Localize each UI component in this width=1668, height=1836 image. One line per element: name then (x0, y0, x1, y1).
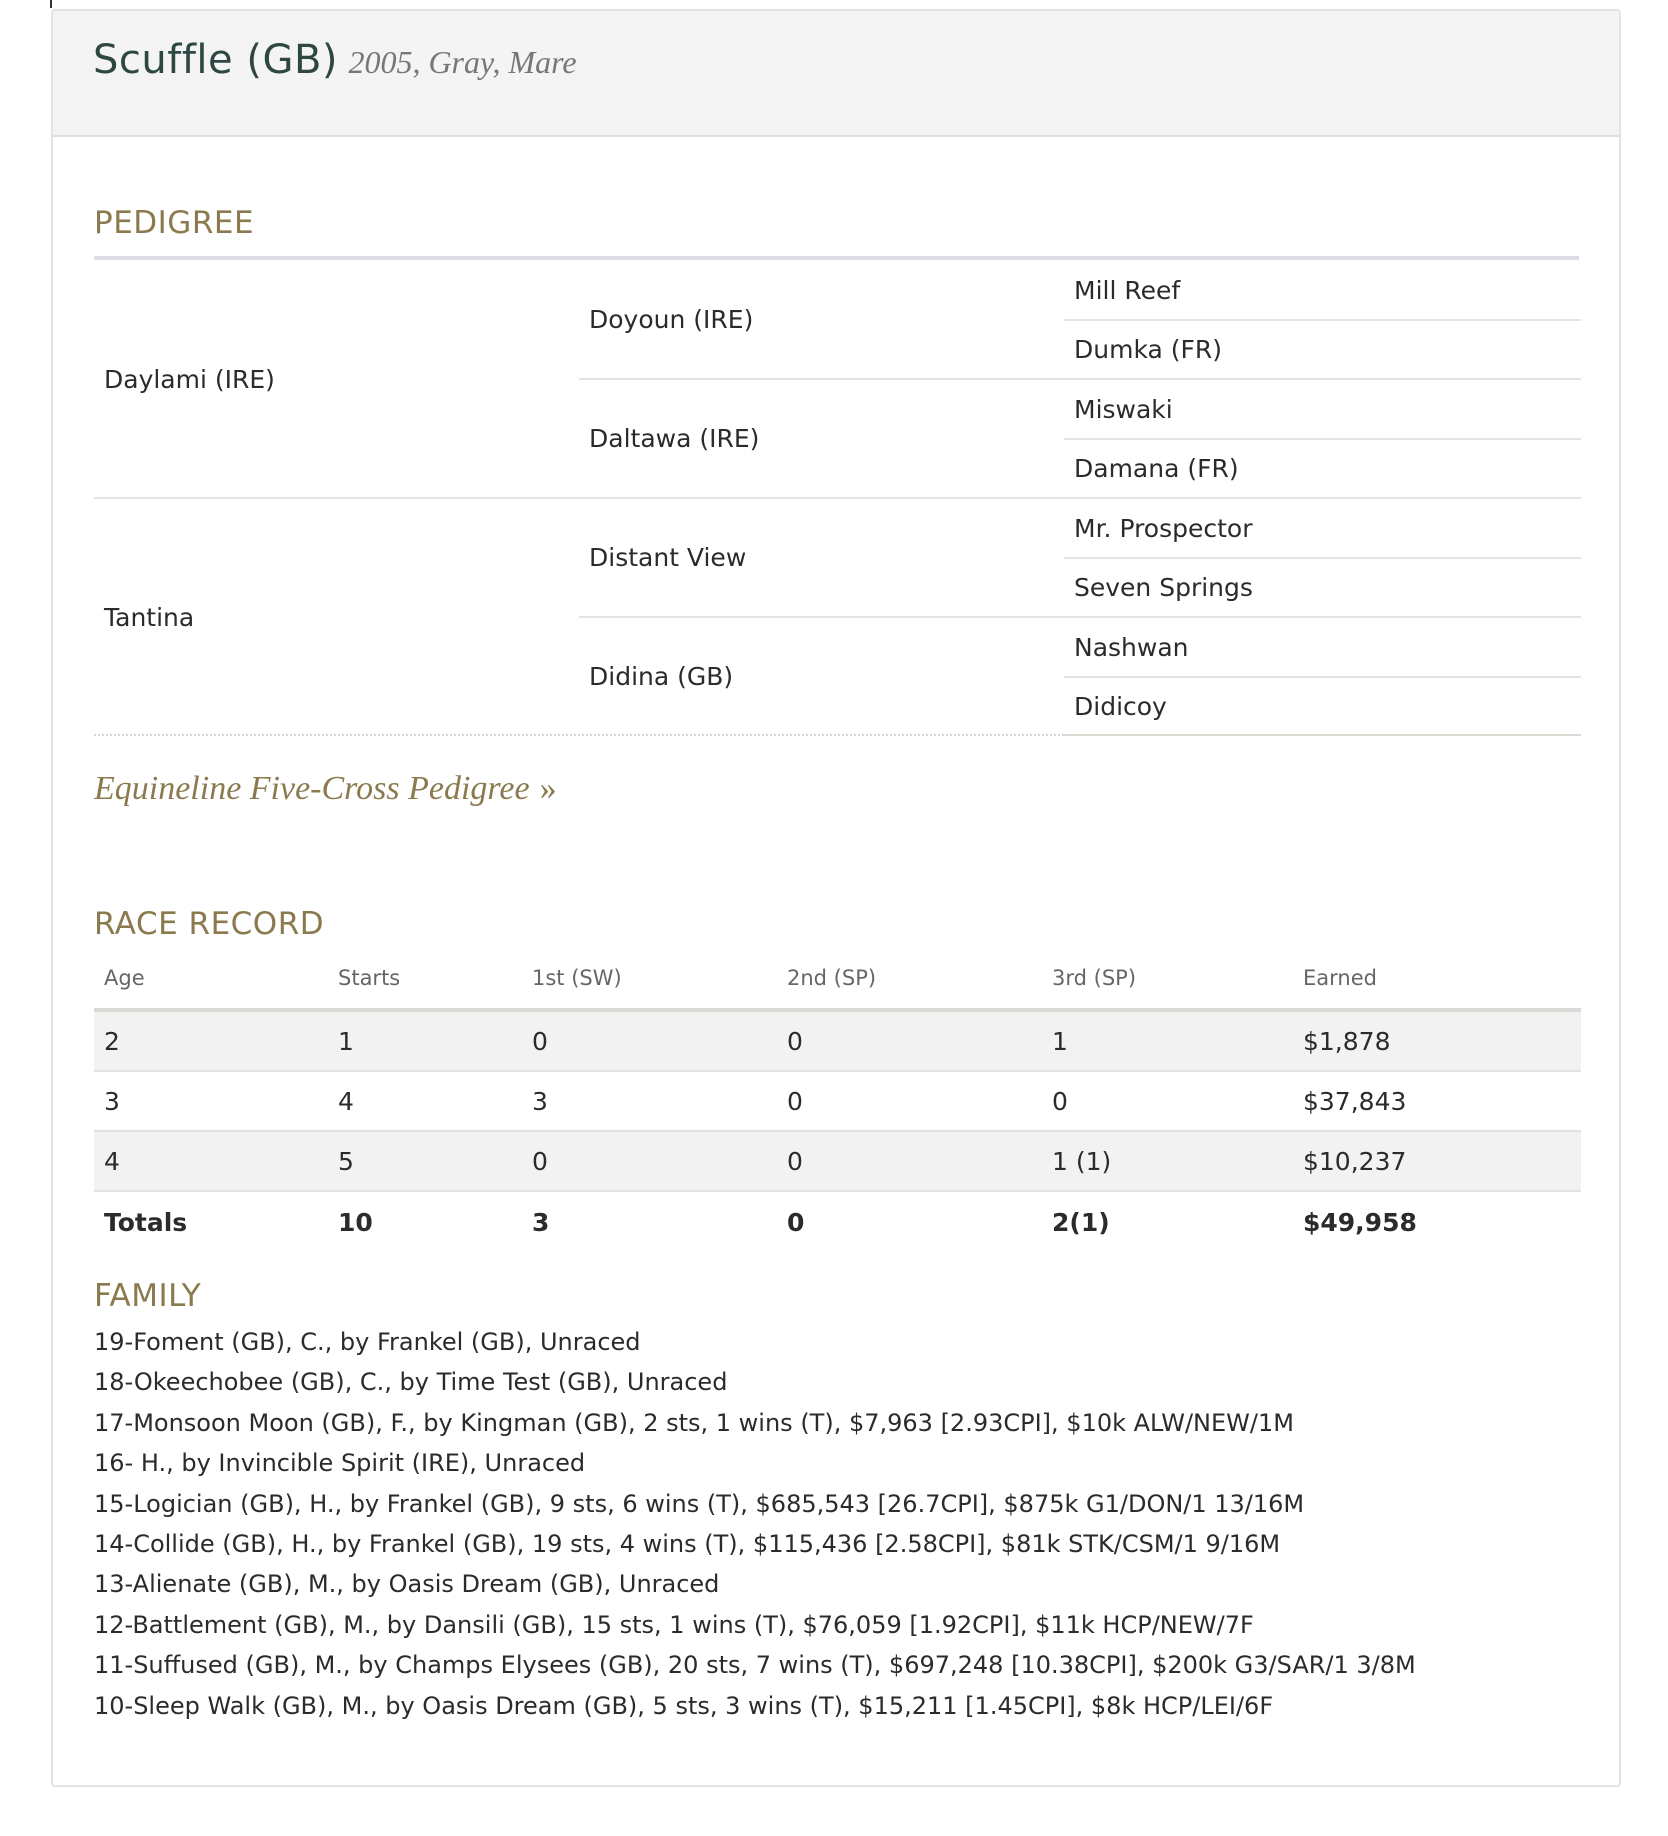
pedigree-g3-2[interactable]: Dumka (FR) (1074, 335, 1223, 364)
list-item: 10-Sleep Walk (GB), M., by Oasis Dream (GB), 5 sts, 3 wins (T), $15,211 [1.45CPI], $8k HCP/LEI/6F (94, 1691, 1274, 1720)
cell-third: 1 (1) (1042, 1131, 1293, 1191)
cell-starts: 5 (328, 1131, 522, 1191)
family-list (94, 1322, 1579, 1726)
list-item: 11-Suffused (GB), M., by Champs Elysees (GB), 20 sts, 7 wins (T), $697,248 [10.38CPI], $200k G3/SAR/1 3/8M (94, 1651, 1416, 1680)
pedigree-sire[interactable]: Daylami (IRE) (104, 364, 275, 394)
pedigree-sire-dam[interactable]: Daltawa (IRE) (589, 424, 760, 453)
pedigree-title: PEDIGREE (94, 203, 1579, 260)
cell-earned: $10,237 (1293, 1131, 1581, 1191)
pedigree-bottom-line (1064, 734, 1581, 736)
pedigree-g3-8[interactable]: Didicoy (1074, 692, 1167, 721)
totals-starts: 10 (328, 1191, 522, 1252)
column-header-first: 1st (SW) (522, 962, 777, 1010)
cell-first: 3 (522, 1071, 777, 1131)
pedigree-g3-3[interactable]: Miswaki (1074, 394, 1173, 424)
family-title: FAMILY (94, 1278, 202, 1314)
cell-first: 0 (522, 1131, 777, 1191)
totals-earned: $49,958 (1293, 1191, 1581, 1252)
top-edge-mark (50, 0, 52, 8)
list-item: 12-Battlement (GB), M., by Dansili (GB), 15 sts, 1 wins (T), $76,059 [1.92CPI], $11k HCP/NEW/7F (94, 1610, 1254, 1639)
pedigree-divider (579, 616, 1581, 618)
pedigree-divider (1064, 438, 1581, 440)
pedigree-g3-6[interactable]: Seven Springs (1074, 573, 1253, 602)
totals-second: 0 (777, 1191, 1042, 1252)
five-cross-pedigree-link[interactable] (94, 770, 1579, 808)
cell-age: 3 (94, 1071, 328, 1131)
totals-third: 2(1) (1042, 1191, 1293, 1252)
pedigree-g3-4[interactable]: Damana (FR) (1074, 454, 1239, 483)
list-item: 13-Alienate (GB), M., by Oasis Dream (GB), Unraced (94, 1570, 720, 1599)
five-cross-link-label: Equineline Five-Cross Pedigree (94, 770, 530, 807)
column-header-earned: Earned (1293, 962, 1581, 1010)
chevron-right-double-icon: » (539, 770, 557, 807)
list-item: 14-Collide (GB), H., by Frankel (GB), 19 sts, 4 wins (T), $115,436 [2.58CPI], $81k STK/CSM/1 9/16M (94, 1530, 1281, 1559)
totals-first: 3 (522, 1191, 777, 1252)
pedigree-divider (1064, 676, 1581, 678)
horse-profile-card (51, 9, 1621, 1787)
column-header-starts: Starts (328, 962, 522, 1010)
pedigree-divider (579, 378, 1581, 380)
list-item: 18-Okeechobee (GB), C., by Time Test (GB), Unraced (94, 1368, 728, 1397)
pedigree-g3-1[interactable]: Mill Reef (1074, 275, 1181, 305)
cell-age: 2 (94, 1010, 328, 1071)
column-header-second: 2nd (SP) (777, 962, 1042, 1010)
card-body (53, 203, 1619, 1726)
pedigree-dam[interactable]: Tantina (104, 602, 195, 632)
pedigree-g3-5[interactable]: Mr. Prospector (1074, 513, 1253, 543)
horse-meta: 2005, Gray, Mare (348, 44, 577, 80)
table-row (94, 1010, 1581, 1071)
column-header-third: 3rd (SP) (1042, 962, 1293, 1010)
pedigree-dam-sire[interactable]: Distant View (589, 543, 747, 572)
totals-row (94, 1191, 1581, 1252)
cell-third: 0 (1042, 1071, 1293, 1131)
cell-second: 0 (777, 1131, 1042, 1191)
race-record-title: RACE RECORD (94, 906, 325, 942)
pedigree-divider (1064, 557, 1581, 559)
list-item: 17-Monsoon Moon (GB), F., by Kingman (GB), 2 sts, 1 wins (T), $7,963 [2.93CPI], $10k ALW/NEW/1M (94, 1408, 1294, 1437)
table-header-row (94, 962, 1581, 1010)
cell-second: 0 (777, 1010, 1042, 1071)
pedigree-divider (94, 497, 1581, 499)
list-item: 16- H., by Invincible Spirit (IRE), Unraced (94, 1449, 586, 1478)
race-record-table (94, 962, 1581, 1252)
totals-label: Totals (94, 1191, 328, 1252)
pedigree-grid (94, 260, 1579, 736)
cell-age: 4 (94, 1131, 328, 1191)
list-item: 19-Foment (GB), C., by Frankel (GB), Unraced (94, 1328, 641, 1356)
cell-starts: 4 (328, 1071, 522, 1131)
pedigree-g3-7[interactable]: Nashwan (1074, 632, 1189, 662)
cell-earned: $37,843 (1293, 1071, 1581, 1131)
card-header (53, 11, 1619, 137)
cell-starts: 1 (328, 1010, 522, 1071)
horse-name: Scuffle (GB) (93, 37, 338, 83)
cell-first: 0 (522, 1010, 777, 1071)
pedigree-dam-dam[interactable]: Didina (GB) (589, 662, 734, 691)
table-row (94, 1071, 1581, 1131)
pedigree-divider (1064, 319, 1581, 321)
cell-second: 0 (777, 1071, 1042, 1131)
list-item: 15-Logician (GB), H., by Frankel (GB), 9 sts, 6 wins (T), $685,543 [26.7CPI], $875k G1/DON/1 13/16M (94, 1489, 1305, 1518)
pedigree-sire-sire[interactable]: Doyoun (IRE) (589, 305, 754, 334)
cell-earned: $1,878 (1293, 1010, 1581, 1071)
pedigree-bottom-dotted-line (94, 734, 1064, 736)
cell-third: 1 (1042, 1010, 1293, 1071)
column-header-age: Age (94, 962, 328, 1010)
table-row (94, 1131, 1581, 1191)
